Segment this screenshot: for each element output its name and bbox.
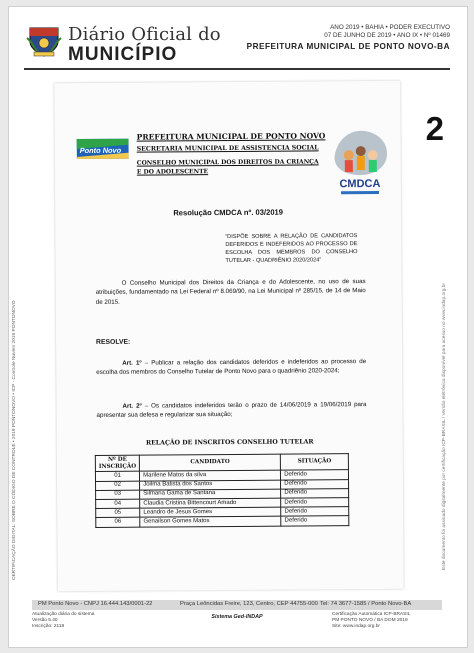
header-divider bbox=[24, 68, 450, 70]
ponto-novo-logo-icon bbox=[77, 137, 129, 163]
registration-number: 05 bbox=[96, 508, 140, 518]
candidate-name: Silmaria Gama de Santana bbox=[140, 489, 281, 499]
footer-contact-bar bbox=[32, 600, 442, 610]
right-certification-strip bbox=[442, 180, 456, 580]
footer-phone: Tel: 74 3677-1585 / Ponto Novo-BA bbox=[320, 601, 412, 607]
resolve-heading: RESOLVE: bbox=[96, 338, 131, 346]
candidates-table-title: RELAÇÃO DE INSCRITOS CONSELHO TUTELAR bbox=[145, 438, 314, 447]
candidate-name: Leandro de Jesus Gomes bbox=[140, 507, 281, 517]
candidate-status: Deferido bbox=[281, 516, 349, 526]
registration-number: 06 bbox=[96, 518, 140, 528]
ponto-novo-logo-text: Ponto Novo bbox=[79, 145, 122, 156]
gazette-title-line2: MUNICÍPIO bbox=[68, 44, 178, 65]
footer-certification-info bbox=[332, 612, 442, 630]
edition-line2: 07 DE JUNHO DE 2019 • ANO IX • Nº 01469 bbox=[324, 32, 450, 39]
article-1 bbox=[96, 357, 366, 378]
article-2-label: Art. 2º bbox=[122, 402, 142, 410]
municipal-coat-of-arms-icon bbox=[26, 24, 62, 58]
page-number: 2 bbox=[425, 110, 444, 147]
cmdca-logo-text: CMDCA bbox=[339, 177, 381, 191]
table-row bbox=[96, 516, 349, 527]
document-org-line3: CONSELHO MUNICIPAL DOS DIREITOS DA CRIANÇA E DO ADOLESCENTE bbox=[136, 158, 319, 176]
article-2 bbox=[96, 400, 366, 421]
footer-right-line: Site: www.indap.org.br bbox=[332, 624, 380, 629]
document-org-line1: PREFEITURA MUNICIPAL DE PONTO NOVO bbox=[136, 131, 326, 142]
article-1-label: Art. 1º bbox=[122, 359, 142, 367]
article-1-text: – Publicar a relação dos candidatos deferidos e indeferidos ao processo de escolha dos membros do Conselho Tutelar de Ponto Novo para o quadriênio 2020-2024; bbox=[96, 358, 367, 377]
table-header-row bbox=[95, 454, 348, 472]
gazette-title-line1: Diário Oficial do bbox=[68, 24, 221, 45]
candidate-name: Claudia Cristina Bittencourt Amado bbox=[140, 498, 281, 508]
footer-right-line: PM PONTO NOVO / BA DOM 2019 bbox=[332, 618, 408, 623]
candidate-name: Genailson Gomes Matos bbox=[140, 517, 281, 527]
candidates-table bbox=[95, 453, 350, 527]
footer-left-line: Inscrição: 2118 bbox=[32, 624, 65, 629]
preamble-paragraph: O Conselho Municipal dos Direitos da Criança e do Adolescente, no uso de suas atribuições, fundamentado na Lei Federal nº 8.069/90, na Lei Municipal nº 285/15, de 14 de Maio de 2015. bbox=[95, 278, 366, 306]
candidate-status: Deferido bbox=[281, 488, 349, 498]
column-header-registration: Nº DE INSCRIÇÃO bbox=[95, 455, 139, 472]
column-header-candidate: CANDIDATO bbox=[139, 454, 280, 471]
candidate-status: Deferido bbox=[281, 507, 349, 517]
footer-system-name: Sistema Ged-INDAP bbox=[211, 614, 263, 620]
edition-line1: ANO 2019 • BAHIA • PODER EXECUTIVO bbox=[330, 24, 450, 31]
footer-right-line: Certificação Automática ICP-BRASIL bbox=[332, 612, 411, 617]
article-2-text: – Os candidatos indeferidos terão o prazo de 14/06/2019 a 19/06/2019 para apresentar sua defesa e regularizar sua situação; bbox=[96, 401, 367, 420]
municipality-name: PREFEITURA MUNICIPAL DE PONTO NOVO-BA bbox=[246, 42, 450, 51]
resolution-subject: “DISPÕE SOBRE A RELAÇÃO DE CANDIDATOS DEFERIDOS E INDEFERIDOS AO PROCESSO DE ESCOLHA DOS MEMBROS DO CONSELHO TUTELAR - QUADRIÊNIO 2020/2024” bbox=[225, 233, 358, 265]
registration-number: 03 bbox=[96, 490, 140, 500]
resolution-title: Resolução CMDCA nº. 03/2019 bbox=[173, 207, 284, 218]
footer-left-line: Versão 5.40 bbox=[32, 618, 58, 623]
left-certification-text: CERTIFICAÇÃO DIGITAL: SOBRE O CÓDIGO DE CONTROLE • 2019 PONTONOVO • ICP - Controle Nuvem 2019 PONTONOVO bbox=[12, 300, 17, 580]
registration-number: 01 bbox=[95, 472, 139, 482]
candidate-name: Marilene Matos da silva bbox=[140, 471, 281, 481]
cmdca-logo-icon bbox=[325, 125, 396, 201]
right-certification-text: Este documento foi assinado digitalmente por certificação ICP-BRASIL / Versão eletrônica disponível para acesso no www.indap.org.br bbox=[442, 283, 447, 570]
document-org-line2: SECRETARIA MUNICIPAL DE ASSISTENCIA SOCIAL bbox=[136, 144, 319, 153]
column-header-status: SITUAÇÃO bbox=[281, 454, 349, 471]
left-certification-strip bbox=[12, 210, 26, 590]
candidate-status: Deferido bbox=[281, 470, 349, 480]
registration-number: 02 bbox=[96, 481, 140, 491]
registration-number: 04 bbox=[96, 499, 140, 509]
footer-address: Praça Leôncidas Freire, 123, Centro, CEP 44755-000 bbox=[180, 601, 318, 607]
edition-info bbox=[247, 24, 450, 51]
scanned-resolution-document bbox=[54, 81, 404, 591]
candidate-status: Deferido bbox=[281, 498, 349, 508]
footer-left-line: Atualização diária do sistema bbox=[32, 612, 95, 617]
candidate-status: Deferido bbox=[281, 479, 349, 489]
candidate-name: Joilma Batista dos Santos bbox=[140, 480, 281, 490]
footer-cnpj: PM Ponto Novo - CNPJ 16.444.143/0001-22 bbox=[38, 601, 153, 607]
